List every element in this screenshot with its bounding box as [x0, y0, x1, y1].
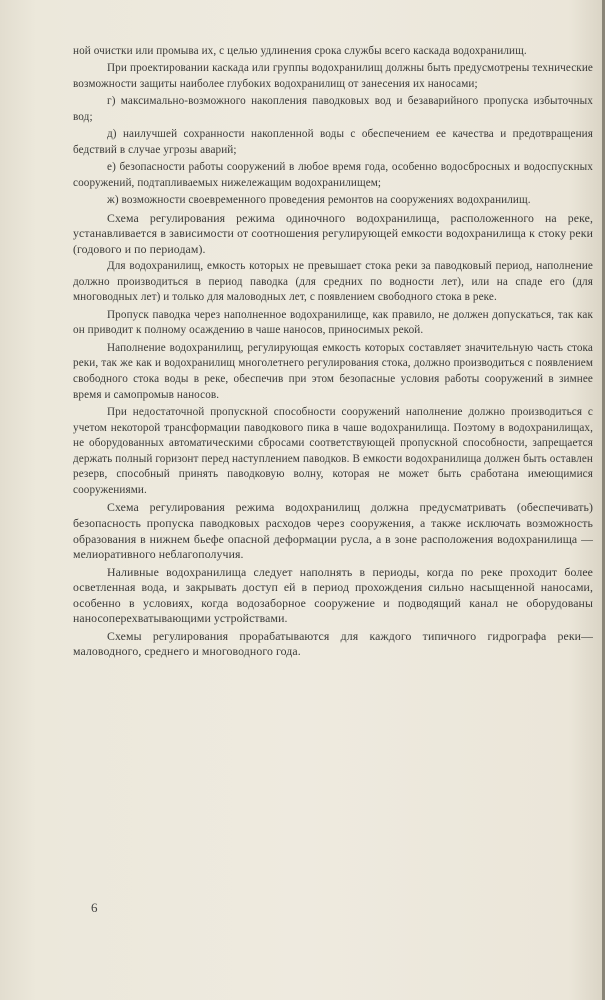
- paragraph-continuation: ной очистки или промыва их, с целью удлинения срока службы всего каскада водохранилищ.: [73, 45, 527, 57]
- page-number: 6: [91, 900, 98, 915]
- paragraph-single-reservoir: Схема регулирования режима одиночного водохранилища, расположенного на реке, устанавливается в зависимости от соотношения регулирующей емкости водохранилища к стоку реки (годового и по периодам).: [73, 210, 593, 256]
- list-item-d: д) наилучшей сохранности накопленной воды с обеспечением ее качества и предотвращения бедствий в случае угрозы аварий;: [73, 128, 593, 156]
- paragraph-insufficient-capacity: При недостаточной пропускной способности сооружений наполнение должно производиться с учетом некоторой трансформации паводкового пика в чаше водохранилища. Поэтому в водохранилищах, не оборудованных автоматическими сбросами соответствующей пропускной способности, запрещается держать полный горизонт перед наступлением паводков. В емкости водохранилища должен быть оставлен резерв, способный принять паводковую волну, которая не может быть сработана имеющимися сооружениями.: [73, 406, 593, 496]
- paragraph-filling-reservoirs: Наливные водохранилища следует наполнять в периоды, когда по реке проходит более осветленная вода, и закрывать доступ ей в период прохождения сильно насыщенной наносами, особенно в условиях, когда водозаборное сооружение и подводящий канал не оборудованы наносоперехватывающими устройствами.: [73, 564, 593, 626]
- paragraph-large-capacity: Наполнение водохранилищ, регулирующая емкость которых составляет значительную часть стока реки, так же как и водохранилищ многолетнего регулирования стока, должно производиться с появлением свободного стока воды в реке, обеспечив при этом безопасные условия работы сооружений в зимнее время и самопромыв наносов.: [73, 341, 593, 401]
- paragraph-flood-pass: Пропуск паводка через наполненное водохранилище, как правило, не должен допускаться, так как он приводит к полному осаждению в чаше наносов, приносимых рекой.: [73, 308, 593, 337]
- body-text: [73, 44, 593, 662]
- list-item-zh: ж) возможности своевременного проведения ремонтов на сооружениях водохранилищ.: [107, 194, 531, 207]
- paragraph-regulation-scheme: Схема регулирования режима водохранилищ должна предусматривать (обеспечивать) безопасность пропуска паводковых расходов через сооружения, а также исключать возможность образования в нижнем бьефе опасной деформации русла, а в зоне расположения водохранилища — мелиоративного неблагополучия.: [73, 500, 593, 562]
- paragraph-cascade-design: При проектировании каскада или группы водохранилищ должны быть предусмотрены технические возможности защиты наиболее глубоких водохранилищ от занесения их наносами;: [73, 62, 593, 90]
- list-item-g: г) максимально-возможного накопления паводковых вод и безаварийного пропуска избыточных вод;: [73, 95, 593, 123]
- paragraph-hydrograph: Схемы регулирования прорабатываются для каждого типичного гидрографа реки—маловодного, среднего и многоводного года.: [73, 628, 593, 659]
- paragraph-small-capacity: Для водохранилищ, емкость которых не превышает стока реки за паводковый период, наполнение должно производиться в период паводка (для средних по водности лет), или на спаде его (для многоводных лет) и только для маловодных лет, с появлением свободного стока в реке.: [73, 260, 593, 304]
- list-item-e: е) безопасности работы сооружений в любое время года, особенно водосбросных и водоспускных сооружений, подтапливаемых нижележащим водохранилищем;: [73, 161, 593, 189]
